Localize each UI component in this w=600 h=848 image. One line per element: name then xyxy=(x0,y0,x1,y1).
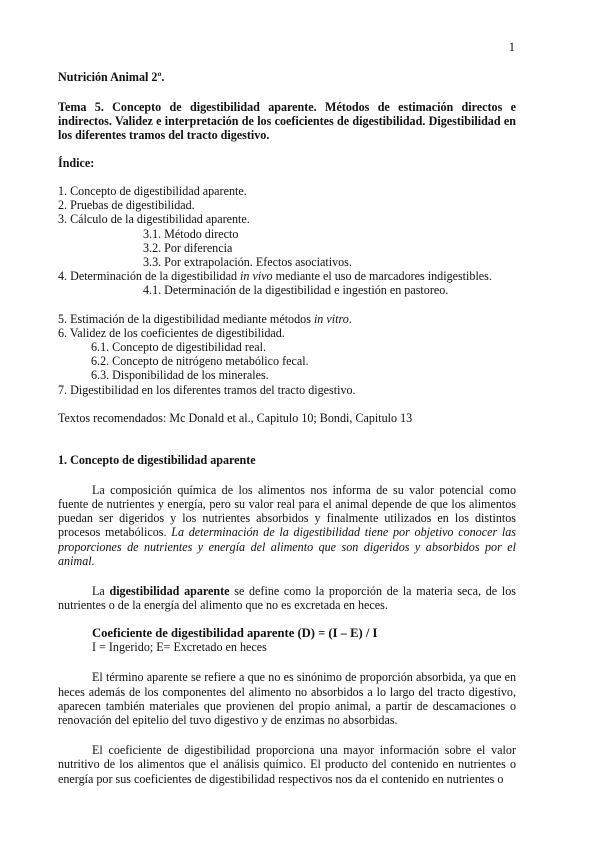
toc-subitem: 6.1. Concepto de digestibilidad real. xyxy=(91,340,266,355)
topic-label: Tema 5 xyxy=(58,100,101,114)
paragraph: La digestibilidad aparente se define como la proporción de la materia seca, de los nutrientes o de la energía del alimento que no es excretada en heces. xyxy=(58,584,516,613)
toc-item: 4. Determinación de la digestibilidad in vivo mediante el uso de marcadores indigestibles. xyxy=(58,269,492,284)
paragraph: El término aparente se refiere a que no es sinónimo de proporción absorbida, ya que en heces además de los componentes del alimento no absorbidos a lo largo del tracto digestivo, aparecen también materiales que provienen del propio animal, a partir de descamaciones o renovación del epitelio del tuvo digestivo y de enzimas no absorbidas. xyxy=(58,670,516,728)
course-title: Nutrición Animal 2º. xyxy=(58,70,165,84)
toc-item: 7. Digestibilidad en los diferentes tramos del tracto digestivo. xyxy=(58,382,356,397)
toc-subitem: 6.3. Disponibilidad de los minerales. xyxy=(91,368,269,383)
topic-title xyxy=(58,100,516,142)
paragraph: El coeficiente de digestibilidad proporciona una mayor información sobre el valor nutritivo de los alimentos que el análisis químico. El producto del contenido en nutrientes o energía por sus coeficientes de digestibilidad respectivos nos da el contenido en nutrientes o xyxy=(58,743,516,786)
toc-subitem: 6.2. Concepto de nitrógeno metabólico fecal. xyxy=(91,354,309,369)
index-title: Índice: xyxy=(58,156,95,170)
recommended-texts: Textos recomendados: Mc Donald et al., Capitulo 10; Bondi, Capitulo 13 xyxy=(58,410,413,425)
formula-block xyxy=(58,626,516,654)
formula-legend: I = Ingerido; E= Excretado en heces xyxy=(92,640,267,655)
toc-item: 5. Estimación de la digestibilidad mediante métodos in vitro. xyxy=(58,311,352,326)
page-number: 1 xyxy=(508,40,515,54)
section-heading: 1. Concepto de digestibilidad aparente xyxy=(58,452,256,467)
toc-subitem: 3.3. Por extrapolación. Efectos asociativos. xyxy=(143,255,352,270)
toc-item: 1. Concepto de digestibilidad aparente. xyxy=(58,184,247,198)
toc-subitem: 3.1. Método directo xyxy=(143,226,239,241)
toc-subitem: 4.1. Determinación de la digestibilidad e ingestión en pastoreo. xyxy=(143,283,449,298)
table-of-contents xyxy=(58,184,516,397)
toc-item: 3. Cálculo de la digestibilidad aparente. xyxy=(58,212,250,227)
toc-item: 6. Validez de los coeficientes de digestibilidad. xyxy=(58,325,285,340)
document-content xyxy=(58,70,516,786)
paragraph: La composición química de los alimentos nos informa de su valor potencial como fuente de nutrientes y energía, pero su valor real para el animal depende de que los alimentos puedan ser digeridos y los nutrientes absorbidos y finalmente utilizados en los distintos procesos metabólicos. La determinación de la digestibilidad tiene por objetivo conocer las proporciones de nutrientes y energía del alimento que son digeridos y absorbidos por el animal. xyxy=(58,482,516,568)
formula-title: Coeficiente de digestibilidad aparente (D) = (I – E) / I xyxy=(92,626,378,641)
toc-subitem: 3.2. Por diferencia xyxy=(143,240,233,255)
toc-item: 2. Pruebas de digestibilidad. xyxy=(58,198,195,213)
topic-description: . Concepto de digestibilidad aparente. Métodos de estimación directos e indirectos. Validez e interpretación de los coeficientes de digestibilidad. Digestibilidad en los diferentes tramos del tracto digestivo. xyxy=(58,100,516,142)
